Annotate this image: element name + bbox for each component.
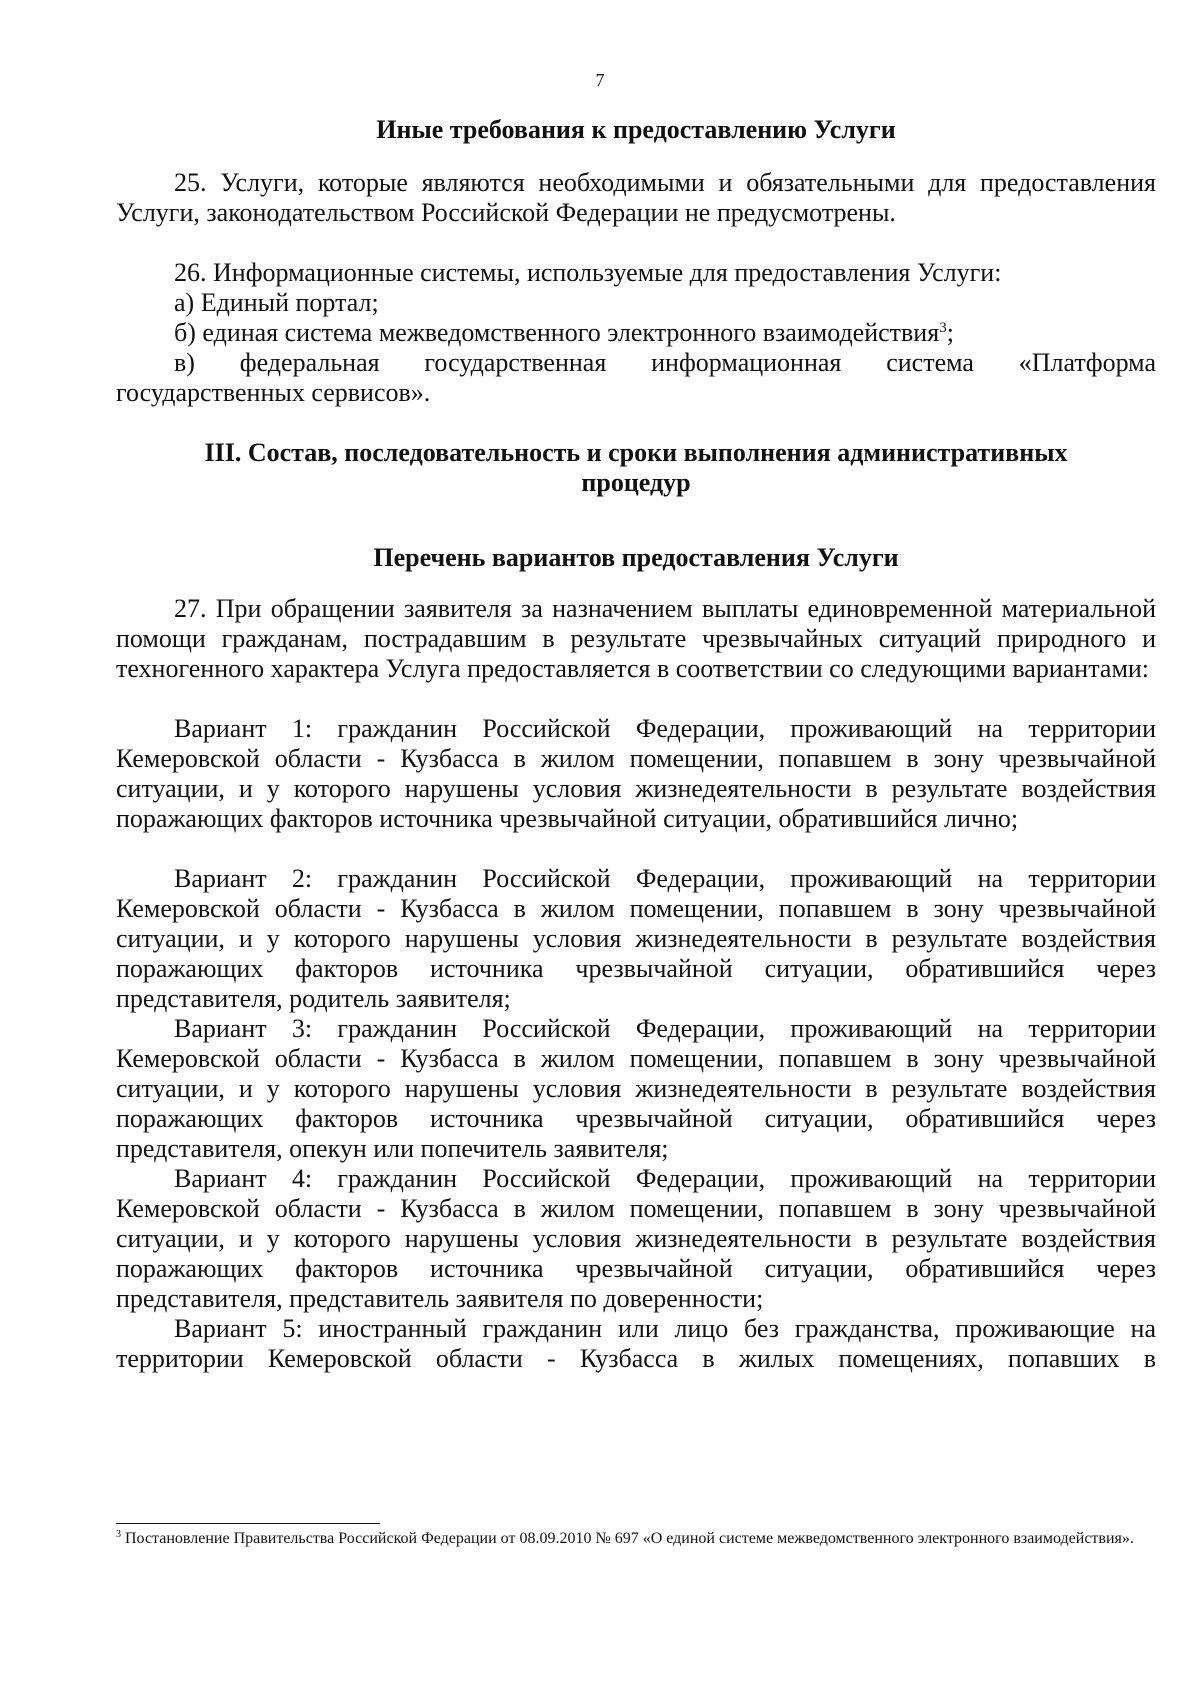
footnote-text: Постановление Правительства Российской Федерации от 08.09.2010 № 697 «О единой системе межведомственного электронного взаимодействия». bbox=[121, 1530, 1134, 1547]
chapter-heading-line-2: процедур bbox=[581, 468, 691, 497]
chapter-heading-line-1: III. Состав, последовательность и сроки выполнения административных bbox=[204, 438, 1068, 467]
variant-1: Вариант 1: гражданин Российской Федерации, проживающий на территории Кемеровской области - Кузбасса в жилом помещении, попавшем в зону чрезвычайной ситуации, и у которого нарушены условия жизнедеятельности в результате воздействия поражающих факторов источника чрезвычайной ситуации, обратившийся лично; bbox=[116, 714, 1156, 834]
variant-3: Вариант 3: гражданин Российской Федерации, проживающий на территории Кемеровской области - Кузбасса в жилом помещении, попавшем в зону чрезвычайной ситуации, и у которого нарушены условия жизнедеятельности в результате воздействия поражающих факторов источника чрезвычайной ситуации, обратившийся через представителя, опекун или попечитель заявителя; bbox=[116, 1014, 1156, 1164]
variant-4: Вариант 4: гражданин Российской Федерации, проживающий на территории Кемеровской области - Кузбасса в жилом помещении, попавшем в зону чрезвычайной ситуации, и у которого нарушены условия жизнедеятельности в результате воздействия поражающих факторов источника чрезвычайной ситуации, обратившийся через представителя, представитель заявителя по доверенности; bbox=[116, 1164, 1156, 1314]
list-item-v: в) федеральная государственная информационная система «Платформа государственных сервисов». bbox=[116, 348, 1156, 408]
list-item-a: а) Единый портал; bbox=[174, 288, 379, 317]
section-heading-variants: Перечень вариантов предоставления Услуги bbox=[373, 543, 899, 572]
footnote-mark: 3 bbox=[116, 1529, 121, 1540]
variant-2: Вариант 2: гражданин Российской Федерации, проживающий на территории Кемеровской области - Кузбасса в жилом помещении, попавшем в зону чрезвычайной ситуации, и у которого нарушены условия жизнедеятельности в результате воздействия поражающих факторов источника чрезвычайной ситуации, обратившийся через представителя, родитель заявителя; bbox=[116, 864, 1156, 1014]
list-item-b-tail: ; bbox=[946, 318, 954, 347]
variant-5: Вариант 5: иностранный гражданин или лицо без гражданства, проживающие на территории Кемеровской области - Кузбасса в жилых помещениях, попавших в bbox=[116, 1314, 1156, 1374]
list-item-b bbox=[116, 318, 1156, 348]
paragraph-27: 27. При обращении заявителя за назначением выплаты единовременной материальной помощи гражданам, пострадавшим в результате чрезвычайных ситуаций природного и техногенного характера Услуга предоставляется в соответствии со следующими вариантами: bbox=[116, 594, 1156, 684]
footnote-separator bbox=[116, 1523, 380, 1524]
section-heading-other-requirements: Иные требования к предоставлению Услуги bbox=[376, 115, 896, 144]
paragraph-25: 25. Услуги, которые являются необходимыми и обязательными для предоставления Услуги, законодательством Российской Федерации не предусмотрены. bbox=[116, 168, 1156, 228]
list-item-b-text: б) единая система межведомственного электронного взаимодействия bbox=[174, 318, 940, 347]
page-number: 7 bbox=[595, 70, 605, 90]
paragraph-26: 26. Информационные системы, используемые для предоставления Услуги: bbox=[174, 258, 1002, 287]
footnote-reference: 3 bbox=[939, 320, 947, 336]
footnote bbox=[116, 1528, 1156, 1549]
